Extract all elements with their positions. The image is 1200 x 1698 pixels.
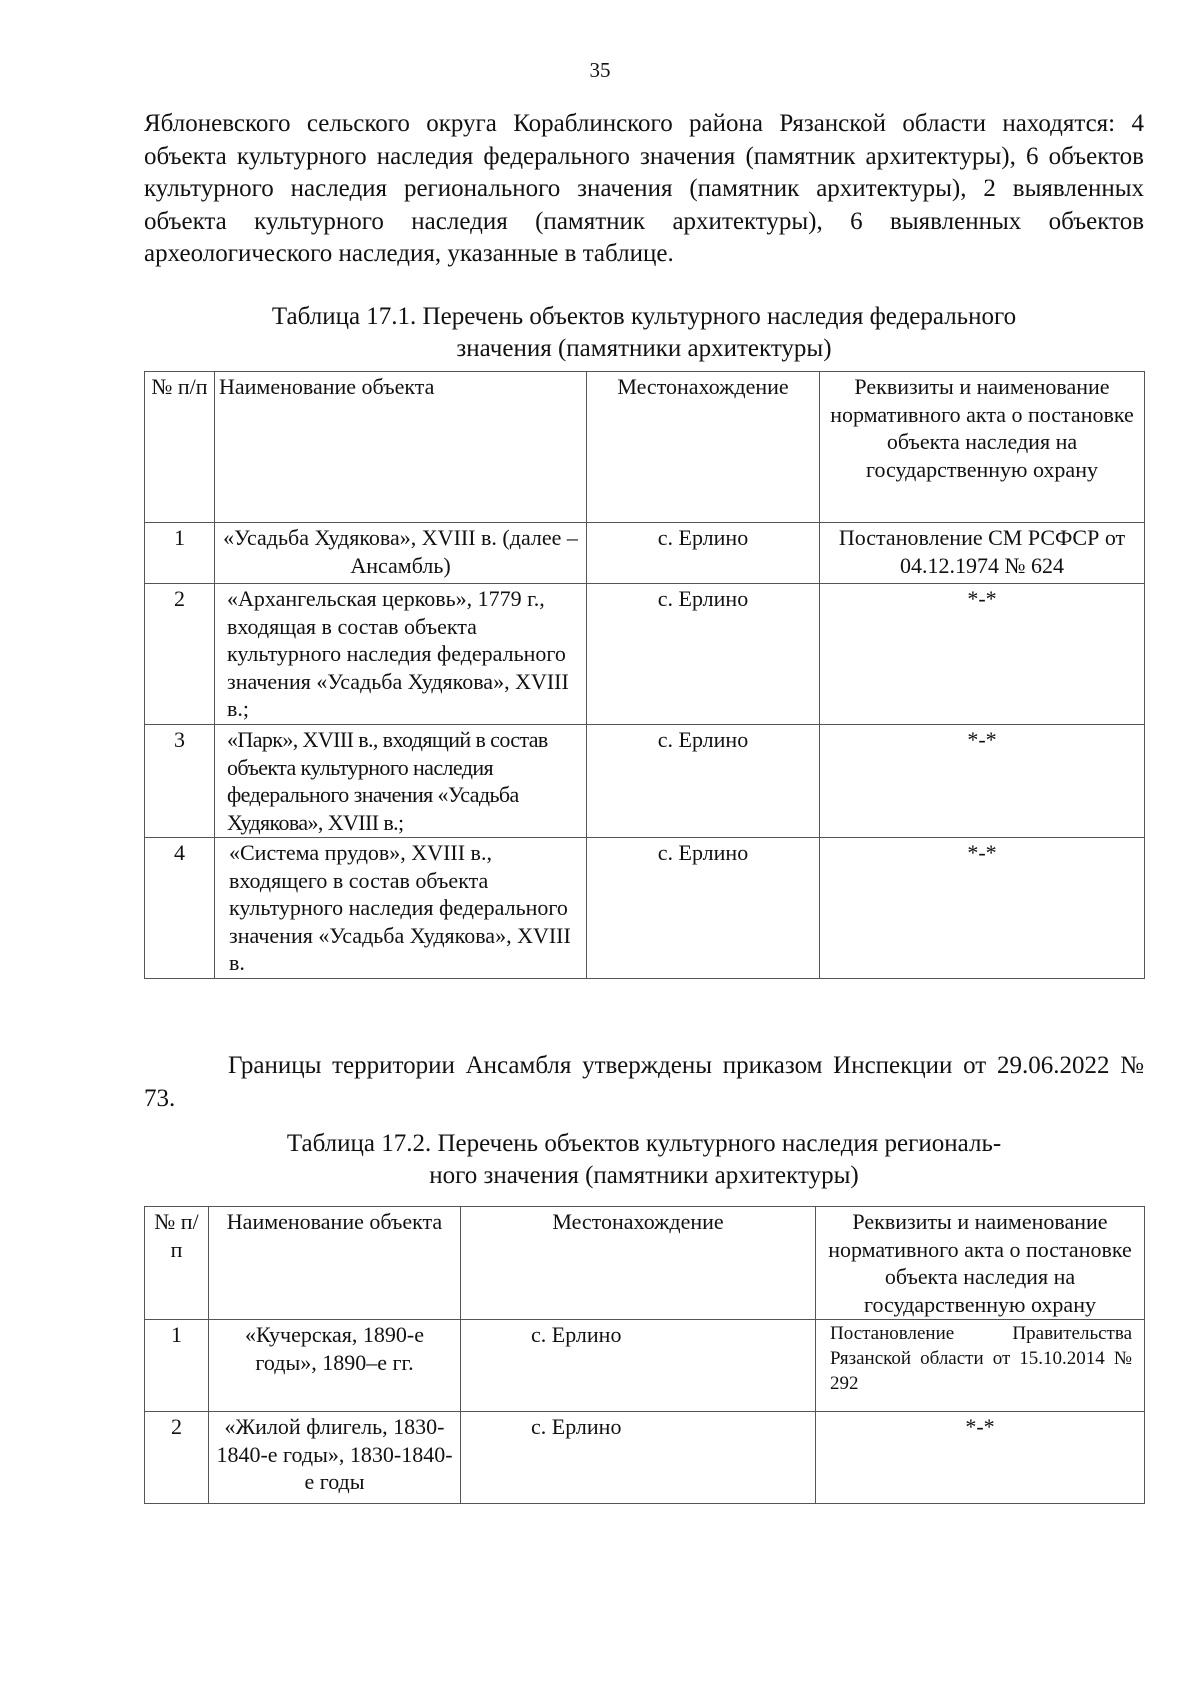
row-num: 1 <box>145 523 215 584</box>
header-location: Местонахождение <box>587 372 820 523</box>
table1-caption-line2: значения (памятники архитектуры) <box>456 335 832 362</box>
header-num: № п/п <box>145 1207 209 1320</box>
table2-caption <box>144 1128 1144 1192</box>
row-num: 4 <box>145 838 215 979</box>
row-location: с. Ерлино <box>461 1320 816 1412</box>
row-name: «Жилой флигель, 1830-1840-е годы», 1830-1840-е годы <box>209 1412 461 1504</box>
table-row <box>145 725 1145 838</box>
table-row <box>145 838 1145 979</box>
row-requisites: *-* <box>816 1412 1145 1504</box>
table-row <box>145 584 1145 725</box>
row-name: «Кучерская, 1890-е годы», 1890–е гг. <box>209 1320 461 1412</box>
table-header-row <box>145 1207 1145 1320</box>
row-requisites: Постановление СМ РСФСР от 04.12.1974 № 624 <box>820 523 1145 584</box>
table-row <box>145 523 1145 584</box>
row-name: «Усадьба Худякова», XVIII в. (далее – Ансамбль) <box>215 523 587 584</box>
row-name: «Архангельская церковь», 1779 г., входящая в состав объекта культурного наследия федерального значения «Усадьба Худякова», XVIII в.; <box>215 584 587 725</box>
row-name: «Система прудов», XVIII в., входящего в состав объекта культурного наследия федерального значения «Усадьба Худякова», XVIII в. <box>215 838 587 979</box>
intro-paragraph: Яблоневского сельского округа Кораблинского района Рязанской области находятся: 4 объекта культурного наследия федерального значения (памятник архитектуры), 6 объектов культурного наследия регионального значения (памятник архитектуры), 2 выявленных объекта культурного наследия (памятник архитектуры), 6 выявленных объектов археологического наследия, указанные в таблице. <box>144 110 1144 267</box>
row-requisites: *-* <box>820 838 1145 979</box>
row-num: 2 <box>145 1412 209 1504</box>
row-name: «Парк», XVIII в., входящий в состав объекта культурного наследия федерального значения «Усадьба Худякова», XVIII в.; <box>215 725 587 838</box>
header-location: Местонахождение <box>461 1207 816 1320</box>
table-federal-objects <box>144 371 1145 979</box>
row-requisites: Постановление Правительства Рязанской области от 15.10.2014 № 292 <box>816 1320 1145 1412</box>
row-location: с. Ерлино <box>587 838 820 979</box>
row-location: с. Ерлино <box>461 1412 816 1504</box>
row-num: 3 <box>145 725 215 838</box>
table-row <box>145 1412 1145 1504</box>
page-number: 35 <box>589 58 611 82</box>
table-regional-objects <box>144 1206 1145 1504</box>
table-row <box>145 1320 1145 1412</box>
row-location: с. Ерлино <box>587 523 820 584</box>
header-name: Наименование объекта <box>215 372 587 523</box>
row-num: 1 <box>145 1320 209 1412</box>
table2-caption-line2: ного значения (памятники архитектуры) <box>429 1162 859 1189</box>
header-requisites: Реквизиты и наименование нормативного акта о постановке объекта наследия на государственную охрану <box>820 372 1145 523</box>
row-requisites: *-* <box>820 584 1145 725</box>
row-requisites: *-* <box>820 725 1145 838</box>
table1-caption-line1: Таблица 17.1. Перечень объектов культурного наследия федерального <box>271 303 1017 330</box>
row-num: 2 <box>145 584 215 725</box>
table2-caption-line1: Таблица 17.2. Перечень объектов культурного наследия региональ- <box>286 1130 1002 1157</box>
table1-caption <box>144 301 1144 365</box>
header-num: № п/п <box>145 372 215 523</box>
boundaries-paragraph: Границы территории Ансамбля утверждены приказом Инспекции от 29.06.2022 № 73. <box>144 1052 1144 1112</box>
table-header-row <box>145 372 1145 523</box>
row-location: с. Ерлино <box>587 584 820 725</box>
header-requisites: Реквизиты и наименование нормативного акта о постановке объекта наследия на государственную охрану <box>816 1207 1145 1320</box>
row-location: с. Ерлино <box>587 725 820 838</box>
header-name: Наименование объекта <box>209 1207 461 1320</box>
